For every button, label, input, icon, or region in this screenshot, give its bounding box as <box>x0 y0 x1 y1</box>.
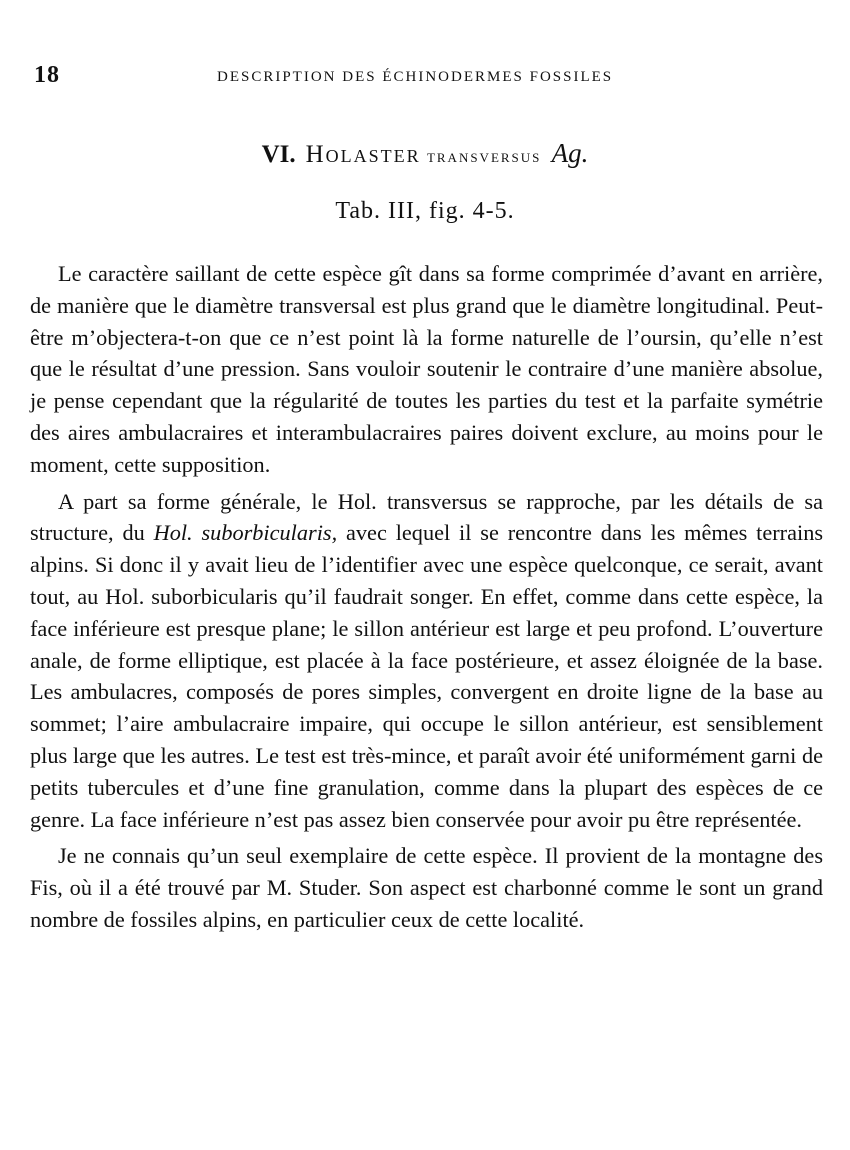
section-title <box>0 138 850 169</box>
plate-reference: Tab. III, fig. 4-5. <box>335 198 515 224</box>
paragraph-2-before: A part sa forme générale, le Hol. transversus se rapproche, par les détails de sa structure, du <box>30 488 823 546</box>
body-text <box>30 258 823 936</box>
paragraph-3: Je ne connais qu’un seul exemplaire de cette espèce. Il provient de la montagne des Fis, où il a été trouvé par M. Studer. Son aspect est charbonné comme le sont un grand nombre de fossiles alpins, en particulier ceux de cette localité. <box>30 843 823 932</box>
paragraph-1: Le caractère saillant de cette espèce gît dans sa forme comprimée d’avant en arrière, de manière que le diamètre transversal est plus grand que le diamètre longitudinal. Peut-être m’objectera-t-on que ce n’est point là la forme naturelle de l’oursin, qu’elle n’est que le résultat d’une pression. Sans vouloir soutenir le contraire d’une manière absolue, je pense cependant que la régularité de toutes les parties du test et la parfaite symétrie des aires ambulacraires et interambulacraires paires doivent exclure, au moins pour le moment, cette supposition. <box>30 261 823 477</box>
running-head: DESCRIPTION DES ÉCHINODERMES FOSSILES <box>217 69 614 85</box>
paragraph-2-after: avec lequel il se rencontre dans les mêmes terrains alpins. Si donc il y avait lieu de l’identifier avec une espèce quelconque, ce serait, avant tout, au Hol. suborbicularis qu’il faudrait songer. En effet, comme dans cette espèce, la face inférieure est presque plane; le sillon antérieur est large et peu profond. L’ouverture anale, de forme elliptique, est placée à la face postérieure, et assez éloignée de la base. Les ambulacres, composés de pores simples, convergent en droite ligne de la base au sommet; l’aire ambulacraire impaire, qui occupe le sillon antérieur, est sensiblement plus large que les autres. Le test est très-mince, et paraît avoir été uniformément garni de petits tubercules et d’une fine granulation, comme dans la plupart des espèces de ce genre. La face inférieure n’est pas assez bien conservée pour avoir pu être représentée. <box>30 520 824 832</box>
paragraph-2 <box>30 486 823 836</box>
section-number: VI. <box>261 141 296 168</box>
species-author: Ag. <box>551 138 589 168</box>
page-number: 18 <box>34 62 60 88</box>
species-reference-italic: Hol. suborbicularis, <box>153 520 338 546</box>
species-name: transversus <box>426 146 542 166</box>
genus-name: Holaster <box>305 141 421 168</box>
page-header <box>34 62 824 92</box>
